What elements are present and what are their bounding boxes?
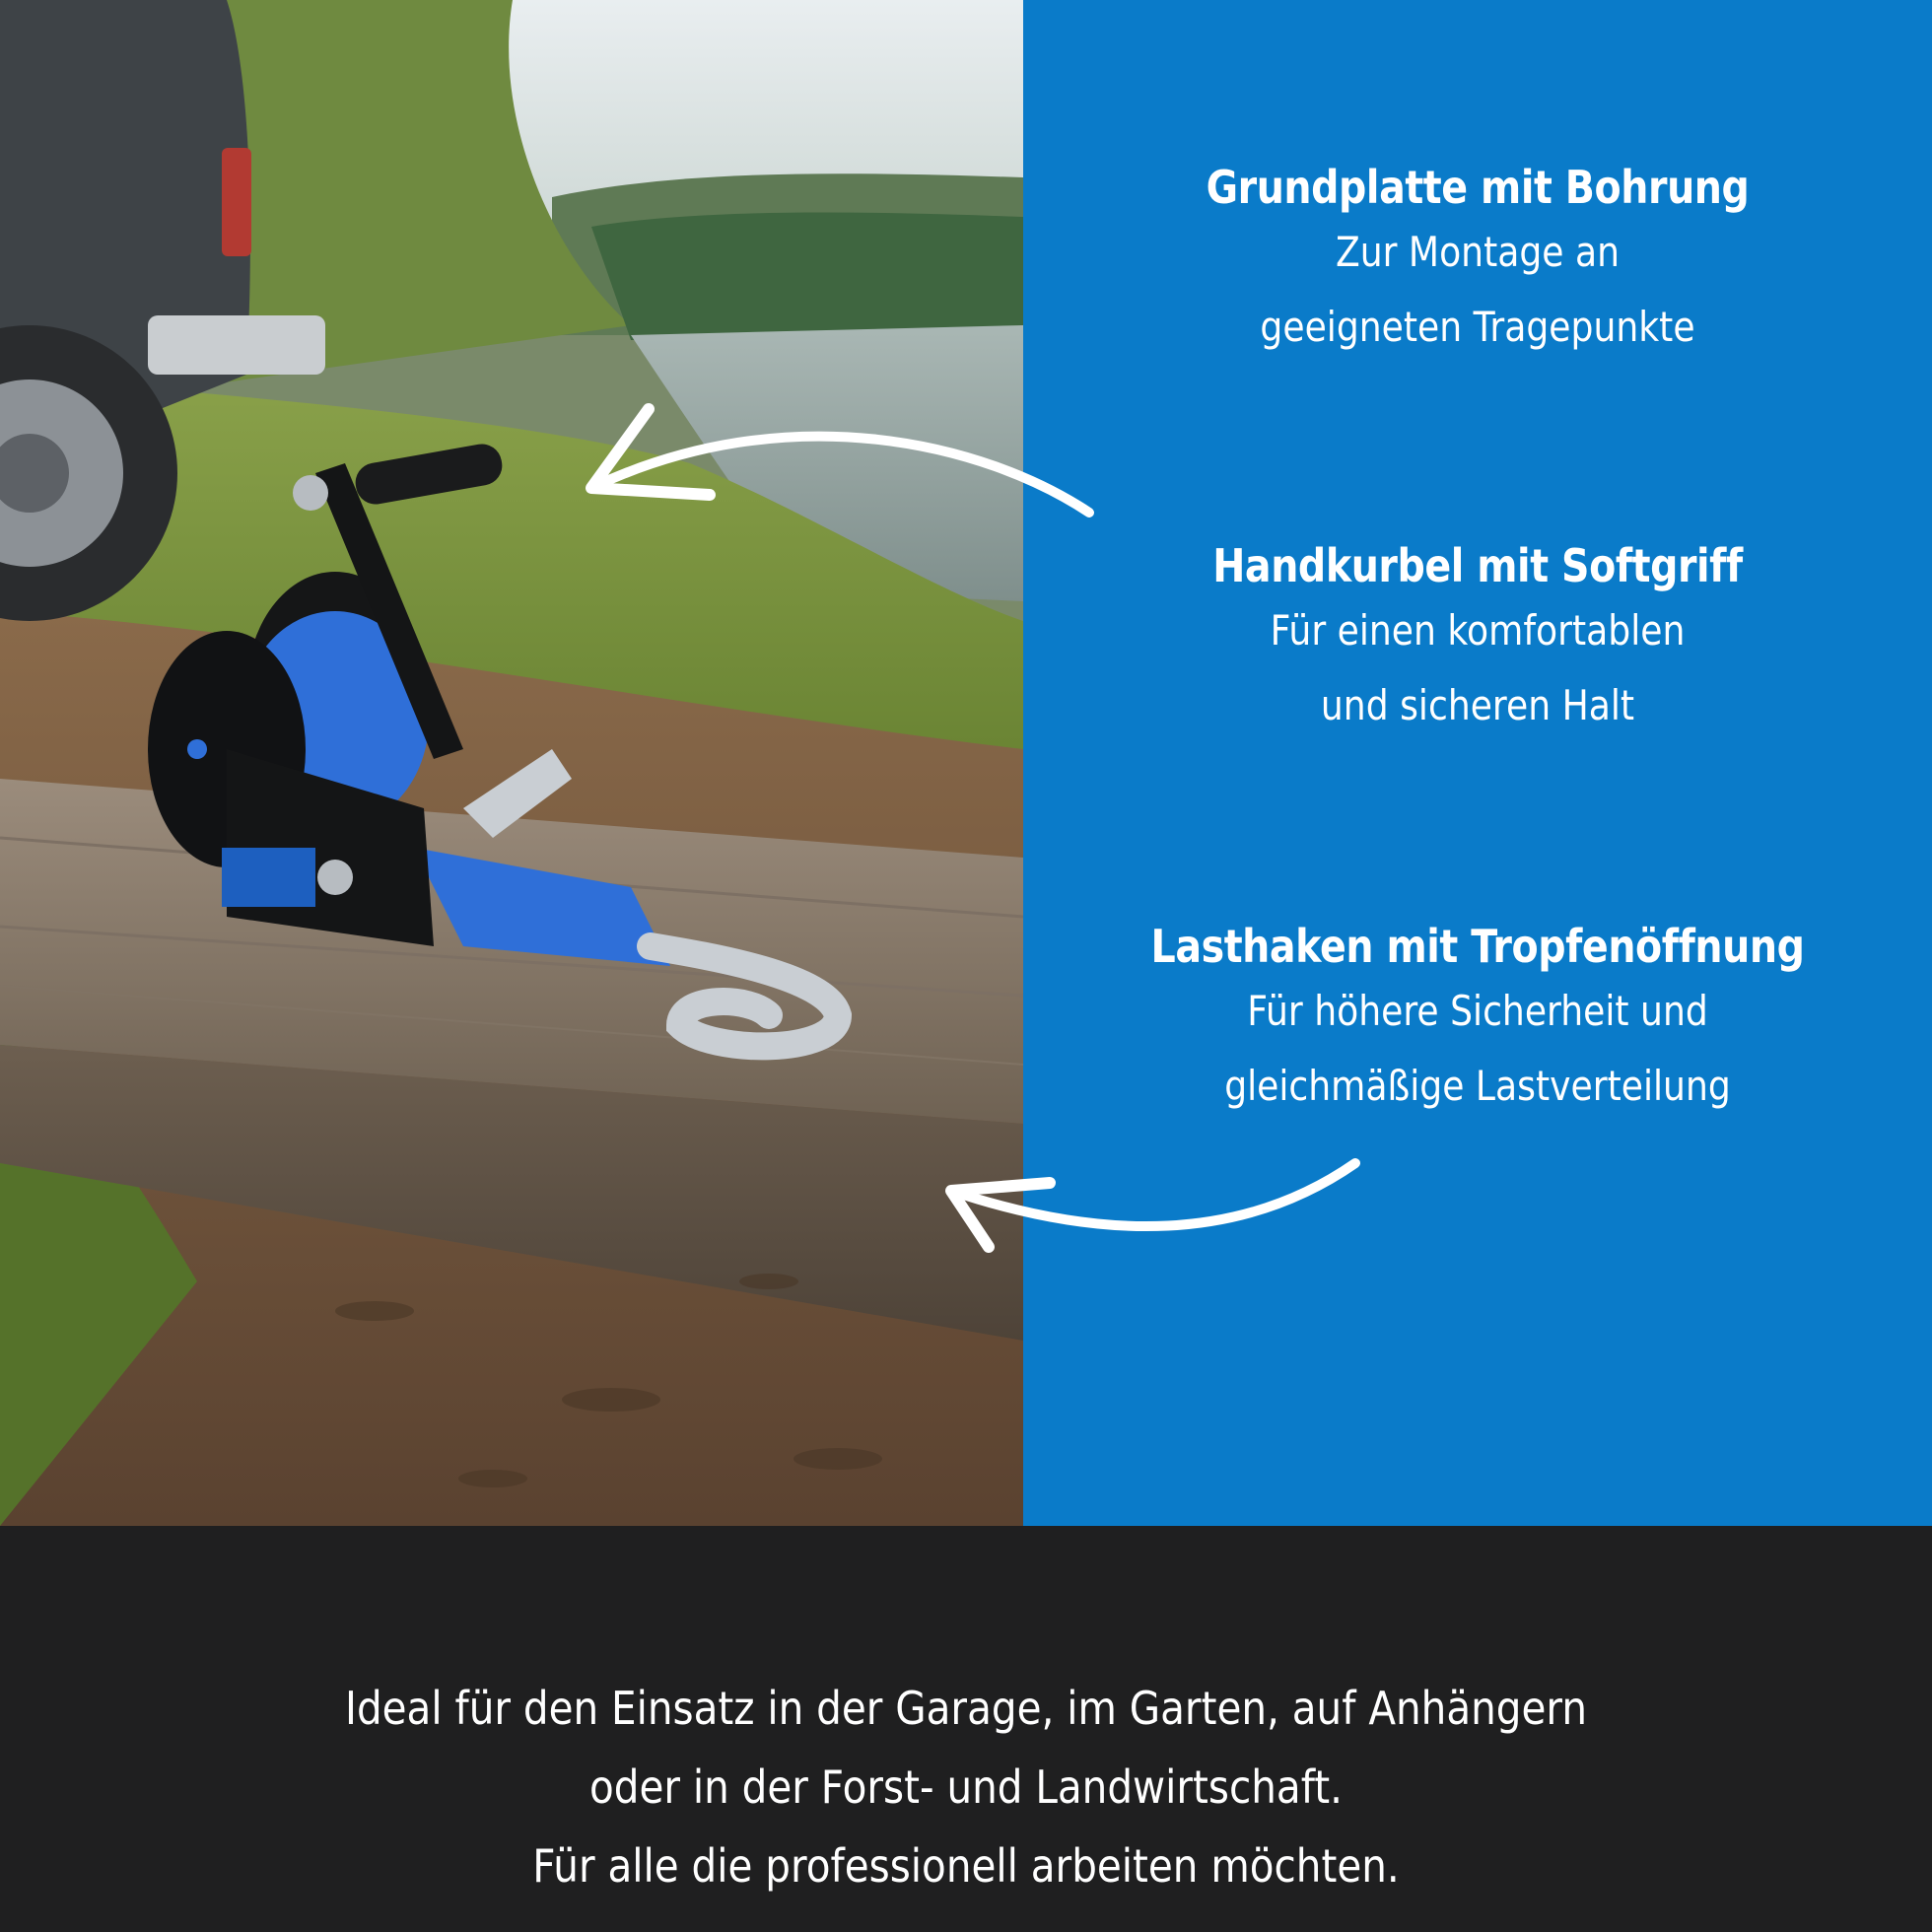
usage-line: Für alle die professionell arbeiten möchten. [532, 1839, 1400, 1893]
feature-description-line: Zur Montage an [1335, 228, 1621, 276]
feature-title: Handkurbel mit Softgriff [1212, 539, 1743, 592]
usage-line: oder in der Forst- und Landwirtschaft. [588, 1760, 1343, 1814]
feature-load-hook [1023, 919, 1932, 1124]
feature-hand-crank [1023, 538, 1932, 743]
feature-base-plate [1023, 160, 1932, 365]
winch-scene-illustration [0, 0, 1023, 1526]
feature-title: Grundplatte mit Bohrung [1206, 161, 1750, 214]
product-photo [0, 0, 1023, 1526]
feature-description-line: Für höhere Sicherheit und [1247, 987, 1708, 1035]
feature-description-line: gleichmäßige Lastverteilung [1224, 1062, 1731, 1110]
bottom-banner [0, 1526, 1932, 1932]
feature-title: Lasthaken mit Tropfenöffnung [1150, 920, 1805, 973]
feature-description-line: und sicheren Halt [1320, 681, 1635, 729]
feature-description-line: geeigneten Tragepunkte [1260, 303, 1695, 351]
usage-line: Ideal für den Einsatz in der Garage, im Garten, auf Anhängern [345, 1682, 1587, 1735]
feature-panel [1023, 0, 1932, 1526]
feature-description-line: Für einen komfortablen [1270, 606, 1686, 655]
usage-description [0, 1669, 1932, 1905]
